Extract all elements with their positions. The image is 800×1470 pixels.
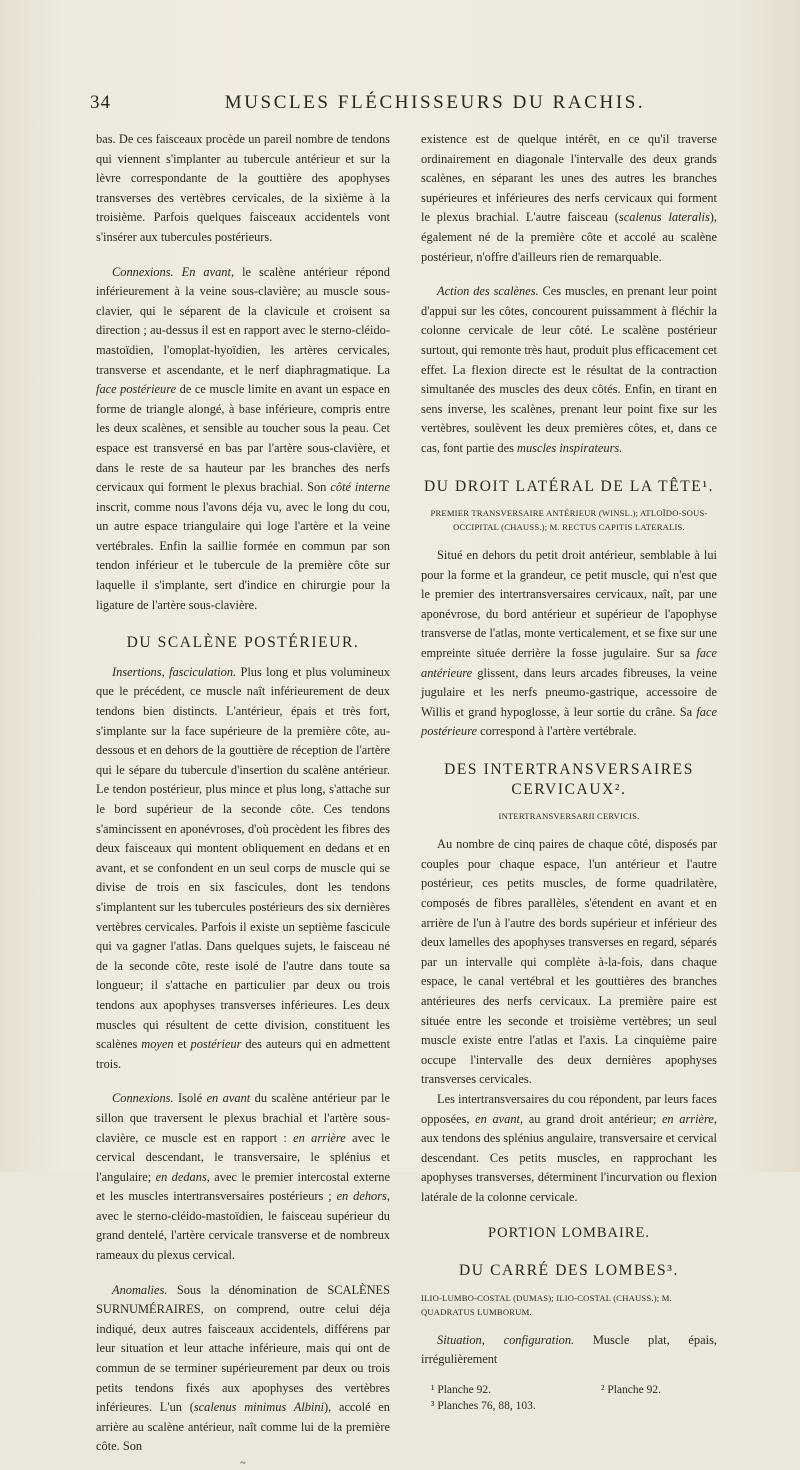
catchword-mark: ~	[240, 1458, 246, 1469]
page-header	[90, 92, 740, 122]
footnote-row	[421, 1398, 717, 1414]
section-heading: DU SCALÈNE POSTÉRIEUR.	[126, 634, 360, 652]
paragraph: existence est de quelque intérêt, en ce qu'il traverse ordinairement en diagonale l'intervalle des deux grands scalènes, en séparant les unes des autres les branches supérieures et inférieures des nerfs cervicaux qui forment le plexus brachial. L'autre faisceau (scalenus lateralis), également né de la première côte et accolé au scalène postérieur, n'offre d'ailleurs rien de remarquable.	[421, 132, 718, 264]
paragraph-insertions: Insertions, fasciculation. Plus long et plus volumineux que le précédent, ce muscle naît inférieurement de deux tendons bien distincts. L'antérieur, épais et très fort, s'implante sur la face supérieure de la première côte, au-dessous et en dehors de la gouttière de réception de l'artère qui le sépare du tubercule d'insertion du scalène antérieur. Le tendon postérieur, plus mince et plus long, s'attache sur le bord supérieur de la seconde côte. Ces tendons s'amincissent en aponévroses, d'où procèdent les fibres des deux faisceaux qui montent obliquement en dedans et en avant, et se confondent en un seul corps de muscle qui se divise de trois en six fascicules, dont les tendons s'implantent sur les tubercules postérieurs des six dernières vertèbres cervicales. Parfois il existe un septième fascicule qui va gagner l'atlas. Dans quelques sujets, le faisceau né de la seconde côte, reste isolé de l'autre dans toute sa longueur; il s'attache en particulier par deux ou trois tendons aux apophyses transverses inférieures. Les deux muscles qui résultent de cette division, constituent les scalènes moyen et postérieur des auteurs qui en admettent trois.	[96, 664, 391, 1071]
footnote: ¹ Planche 92.	[431, 1383, 491, 1396]
synonyms: PREMIER TRANSVERSAIRE ANTÉRIEUR (WINSL.); ATLOÏDO-SOUS-OCCIPITAL (CHAUSS.); M. RECTUS CAPITIS LATERALIS.	[430, 508, 708, 533]
synonyms: INTERTRANSVERSARII CERVICIS.	[498, 811, 640, 822]
paragraph-label: Situation, configuration.	[437, 1332, 575, 1347]
paragraph-connexions-2: Connexions. Isolé en avant du scalène antérieur par le sillon que traversent le plexus brachial et l'artère sous-clavière, ce muscle est en rapport : en arrière avec le cervical descendant, le transversaire, le splénius et l'angulaire; en dedans, avec le premier intercostal externe et les muscles intertransversaires postérieurs ; en dehors, avec le sterno-cléido-mastoïdien, le faisceau supérieur du grand dentelé, l'artère cervicale transverse et de nombreux rameaux du plexus cervical.	[96, 1091, 391, 1263]
footnote-row	[421, 1382, 717, 1398]
running-title: MUSCLES FLÉCHISSEURS DU RACHIS.	[224, 92, 646, 113]
section-heading: DES INTERTRANSVERSAIRES CERVICAUX².	[444, 761, 694, 798]
paragraph: bas. De ces faisceaux procède un pareil nombre de tendons qui viennent s'implanter au tubercule antérieur et sur la lèvre correspondante de la gouttière des apophyses transverses des vertèbres cervicales, de la sixième à la troisième. Parfois quelques faisceaux accidentels vont s'insérer aux tubercules postérieurs.	[96, 132, 390, 244]
paragraph-action: Action des scalènes. Ces muscles, en prenant leur point d'appui sur les côtes, concourent puissamment à fléchir la colonne cervicale de leur côté. Le scalène postérieur surtout, qui remonte très haut, produit plus efficacement cet effet. La flexion directe est le résultat de la contraction simultanée des muscles des deux côtés. Enfin, en tirant en sens inverse, les scalènes, prenant leur point fixe sur les vertèbres, soulèvent les deux premières côtes, et, dans ce cas, font partie des muscles inspirateurs.	[421, 284, 717, 455]
paragraph-label: Connexions. En avant	[112, 264, 231, 279]
paragraph-connexions: Connexions. En avant, le scalène antérieur répond inférieurement à la veine sous-clavière; au muscle sous-clavier, qui le séparent de la clavicule et croisent sa direction ; au-dessus il est en rapport avec le sterno-cléido-mastoïdien, l'omoplat-hyoïdien, les artères cervicales, transverse et ascendante, et le nerf diaphragmatique. La face postérieure de ce muscle limite en avant un espace en forme de triangle alongé, à base inférieure, compris entre les deux scalènes, et sensible au toucher sous la peau. Cet espace est transversé en bas par l'artère sous-clavière, et dans le reste de sa hauteur par les branches des nerfs cervicaux qui forment le plexus brachial. Son côté interne inscrit, comme nous l'avons déja vu, avec le long du cou, un autre espace triangulaire qui loge l'artère et la veine vertébrales. Enfin la saillie formée en commun par son tendon inférieur et le tubercule de la première côte sur laquelle il s'implante, sert d'indice en chirurgie pour la ligature de l'artère sous-clavière.	[96, 264, 390, 612]
footnotes	[421, 1382, 717, 1414]
paragraph: Au nombre de cinq paires de chaque côté, disposés par couples pour chaque espace, l'un antérieur et l'autre postérieur, ces petits muscles, de forme quadrilatère, composés de fibres parallèles, s'étendent en avant et en arrière de l'un à l'autre des bords supérieur et inférieur des deux lamelles des apophyses transverses en regard, séparés par un intervalle qui complète à-la-fois, dans chaque espace, le canal vertébral et les gouttières des branches antérieures des nerfs cervicaux. La première paire est située entre les seconde et troisième vertèbres; un seul muscle existe entre l'atlas et l'axis. La cinquième paire occupe l'intervalle des deux dernières apophyses transverses cervicales.	[421, 837, 717, 1087]
left-column	[96, 130, 390, 1470]
paragraph-label: Anomalies.	[112, 1282, 168, 1297]
synonyms: ILIO-LUMBO-COSTAL (DUMAS); ILIO-COSTAL (CHAUSS.); M. QUADRATUS LUMBORUM.	[421, 1292, 672, 1317]
section-heading: PORTION LOMBAIRE.	[488, 1224, 650, 1241]
right-column	[421, 130, 717, 1414]
footnote: ² Planche 92.	[601, 1383, 661, 1396]
paragraph-label: Connexions.	[112, 1091, 174, 1106]
footnote: ³ Planches 76, 88, 103.	[431, 1399, 536, 1412]
paragraph-anomalies: Anomalies. Sous la dénomination de SCALÈNES SURNUMÉRAIRES, on comprend, outre celui déja indiqué, deux autres faisceaux accidentels, différens par leur situation et leur attache inférieure, mais qui ont de commun de se terminer supérieurement par deux ou trois petits tendons fixés aux apophyses des vertèbres inférieures. L'un (scalenus minimus Albini), accolé en arrière au scalène antérieur, naît comme lui de la première côte. Son	[96, 1282, 390, 1454]
paragraph-situation: Situation, configuration. Muscle plat, épais, irrégulièrement	[421, 1332, 717, 1367]
page-number: 34	[90, 92, 111, 113]
paragraph: Situé en dehors du petit droit antérieur, semblable à lui pour la forme et la grandeur, ce petit muscle, qui n'est que le premier des intertransversaires cervicaux, naît, par une aponévrose, du bord antérieur et supérieur de l'apophyse transverse de l'atlas, monte verticalement, et se fixe sur une empreinte située derrière la fosse jugulaire. Sur sa face antérieure glissent, dans leurs arcades fibreuses, la veine jugulaire et les nerfs pneumo-gastrique, accessoire de Willis et grand hypoglosse, à leur sortie du crâne. Sa face postérieure correspond à l'artère vertébrale.	[421, 548, 717, 739]
paragraph: Les intertransversaires du cou répondent, par leurs faces opposées, en avant, au grand droit antérieur; en arrière, aux tendons des splénius angulaire, transversaire et cervical descendant. Ces petits muscles, en rapprochant les apophyses transverses, déterminent l'incurvation ou flexion latérale de la colonne cervicale.	[421, 1091, 717, 1204]
section-heading: DU DROIT LATÉRAL DE LA TÊTE¹.	[423, 477, 715, 495]
paragraph-label: Insertions, fasciculation.	[112, 664, 237, 679]
paragraph-label: Action des scalènes.	[437, 284, 539, 299]
section-heading: DU CARRÉ DES LOMBES³.	[459, 1262, 679, 1280]
